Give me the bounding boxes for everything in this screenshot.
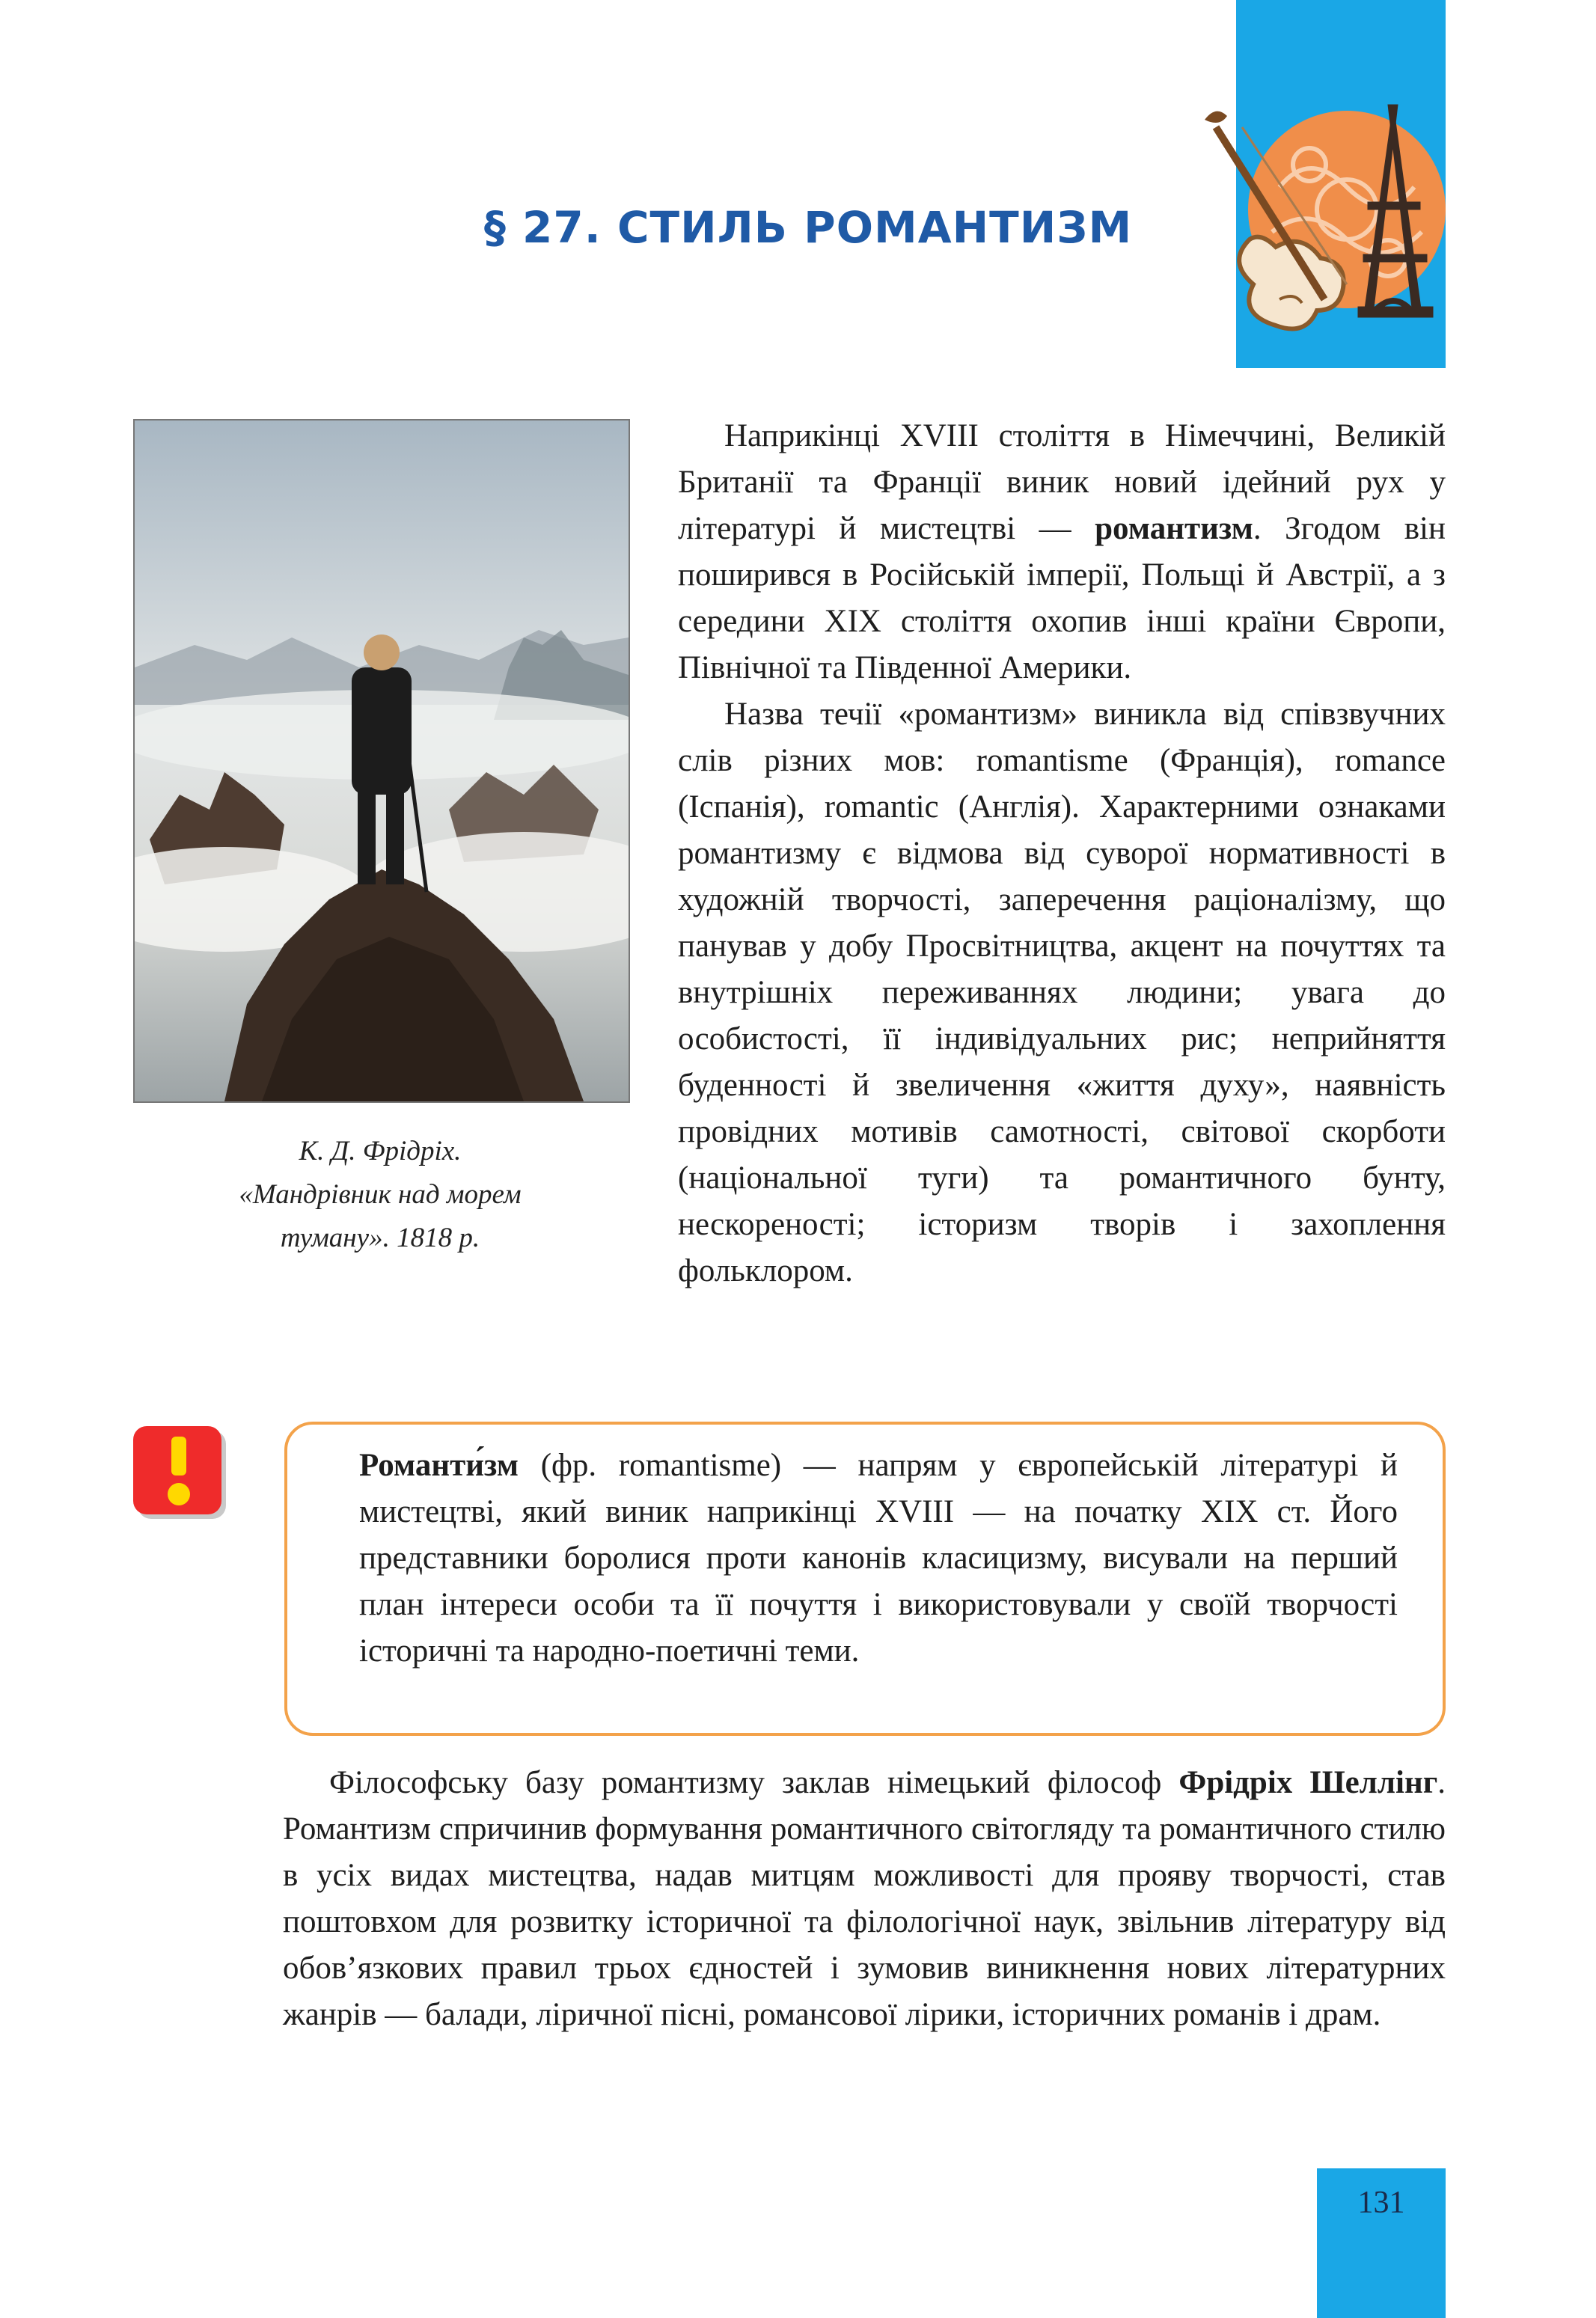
painting-caption bbox=[133, 1130, 627, 1260]
exclamation-icon bbox=[133, 1426, 221, 1514]
term-romanticism: романтизм bbox=[1095, 511, 1253, 546]
definition-box bbox=[284, 1422, 1446, 1736]
definition-term: Романти́зм bbox=[359, 1448, 519, 1483]
page-number: 131 bbox=[1357, 2186, 1405, 2220]
caption-title-line1: «Мандрівник над морем bbox=[239, 1179, 522, 1210]
philosopher-name: Фрідріх Шеллінг bbox=[1178, 1765, 1438, 1800]
page-title: § 27. СТИЛЬ РОМАНТИЗМ bbox=[483, 202, 1133, 253]
caption-title-line2: туману». 1818 р. bbox=[280, 1223, 480, 1253]
caption-author: К. Д. Фрідріх. bbox=[299, 1136, 462, 1166]
violin-eiffel-emblem-icon bbox=[1197, 97, 1452, 367]
page-number-tab bbox=[1317, 2168, 1446, 2318]
intro-paragraph-2: Назва течії «романтизм» виникла від співзвучних слів різних мов: romantisme (Франція), romance (Іспанія), romantic (Англія). Характерними ознаками романтизму є відмова від суворої нормативності в художній творчості, заперечення раціоналізму, що панував у добу Просвітництва, акцент на почуттях та внутрішніх переживаннях людини; увага до особистості, її індивідуальних рис; неприйняття буденності й звеличення «життя духу», наявність провідних мотивів самотності, світової скорботи (національної туги) та романтичного бунту, нескореності; історизм творів і захоплення фольклором. bbox=[678, 697, 1446, 1288]
intro-text-column bbox=[678, 413, 1446, 1294]
intro-paragraph-1: Наприкінці XVIII століття в Німеччині, Великій Британії та Франції виник новий ідейний рух у літературі й мистецтві — романтизм. Згодом він поширився в Російській імперії, Польщі й Австрії, а з середини XIX століття охопив інші країни Європи, Північної та Південної Америки. bbox=[678, 418, 1446, 685]
painting-wanderer-above-sea-of-fog bbox=[133, 419, 630, 1103]
conclusion-text bbox=[283, 1760, 1446, 2038]
conclusion-paragraph: Філософську базу романтизму заклав німецький філософ Фрідріх Шеллінг. Романтизм спричинив формування романтичного світогляду та романтичного стилю в усіх видах мистецтва, надав митцям можливості для прояву творчості, став поштовхом для розвитку історичної та філологічної наук, звільнив літературу від обов’язкових правил трьох єдностей і зумовив виникнення нових літературних жанрів — балади, ліричної пісні, романсової лірики, історичних романів і драм. bbox=[283, 1765, 1446, 2032]
definition-text: (фр. romantisme) — напрям у європейській літературі й мистецтві, який виник наприкінці XVIII — на початку XIX ст. Його представники боролися проти канонів класицизму, висували на перший план інтереси особи та її почуття і використовували у своїй творчості історичні та народно-поетичні теми. bbox=[359, 1448, 1398, 1669]
